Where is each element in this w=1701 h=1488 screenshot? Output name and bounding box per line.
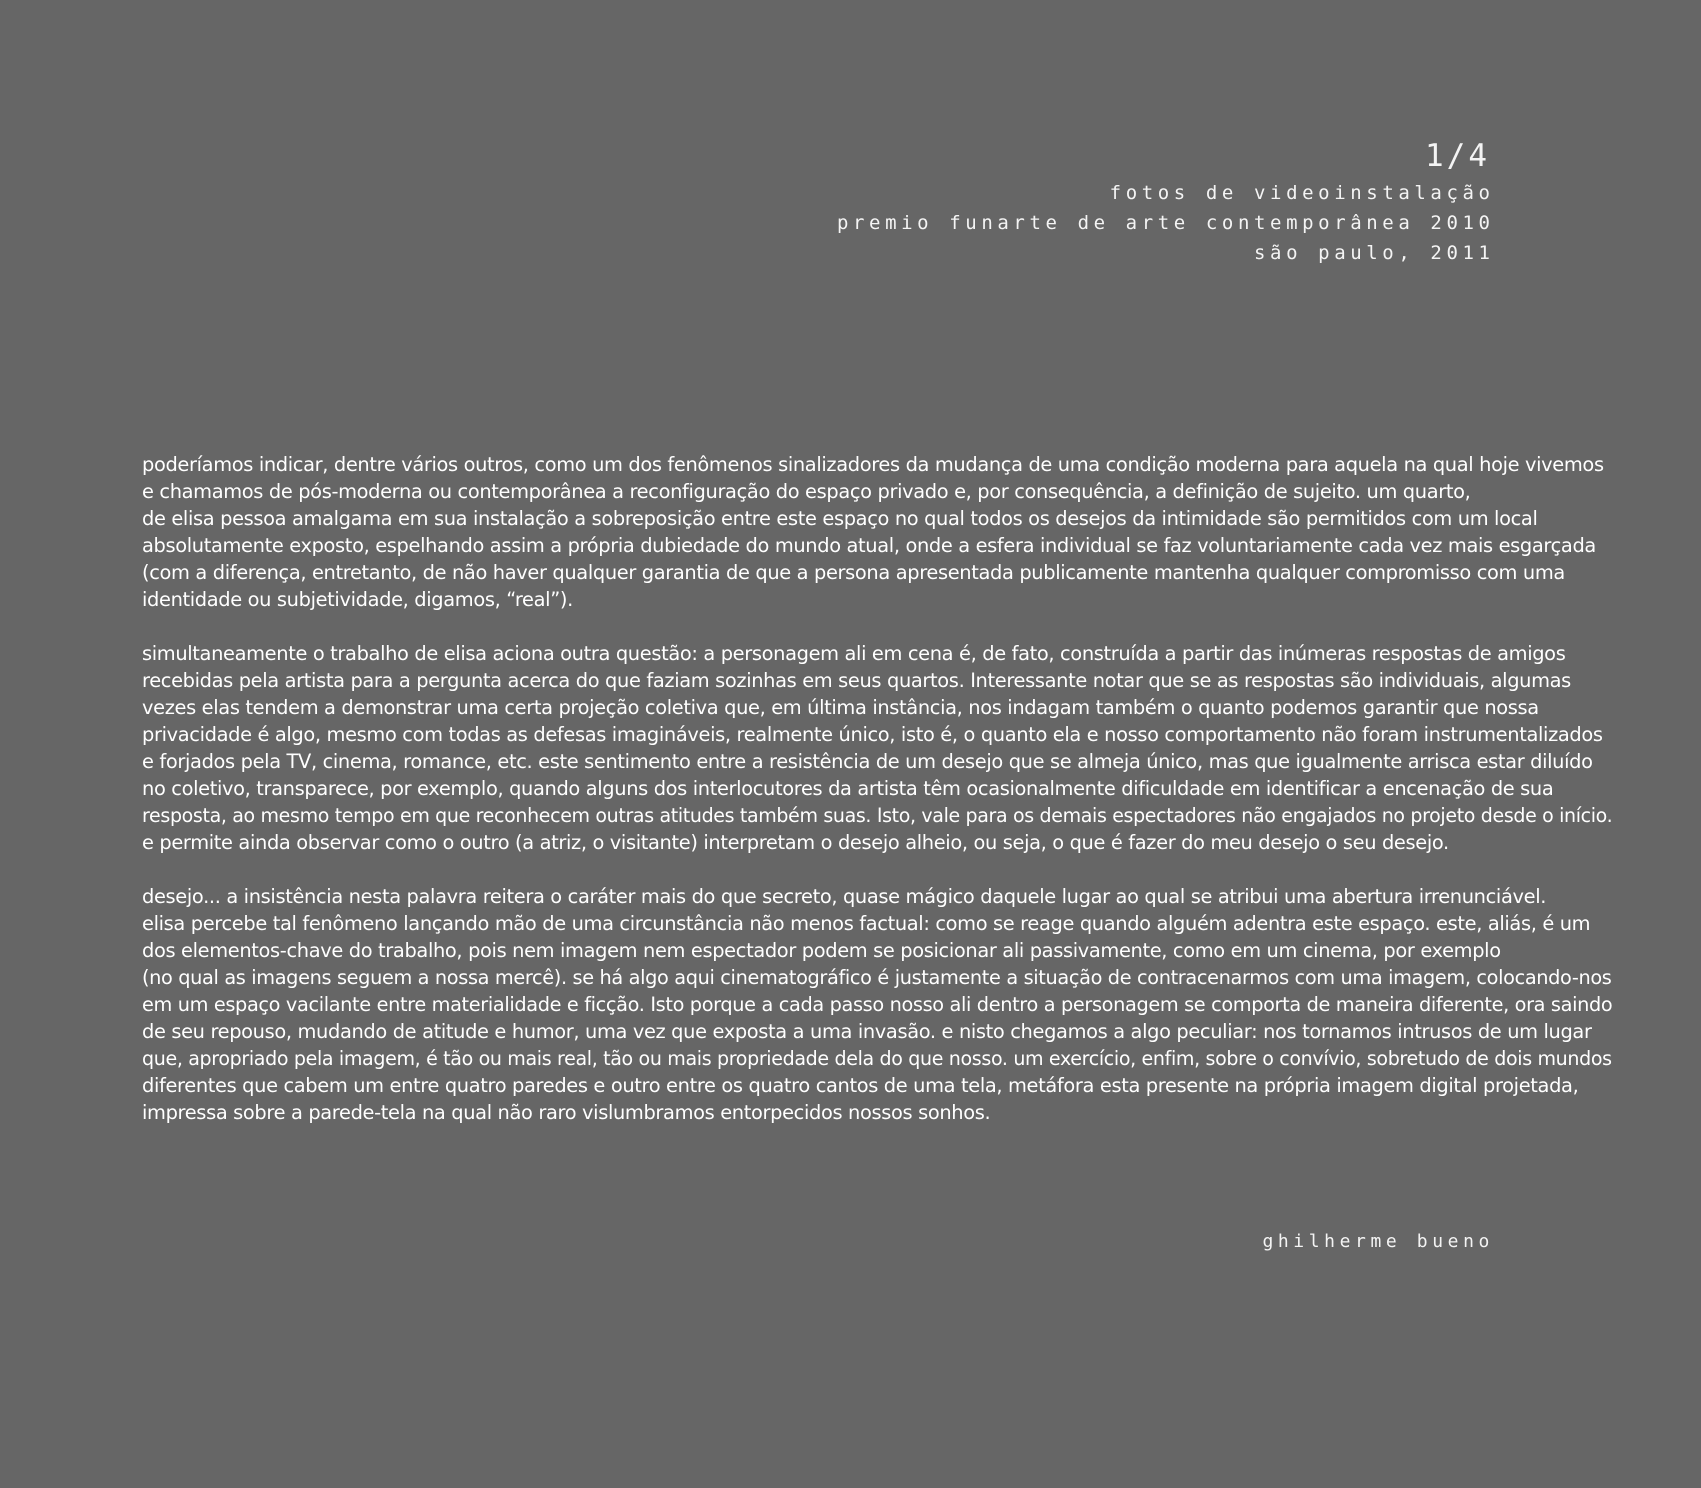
text-line: dos elementos-chave do trabalho, pois nem imagem nem espectador podem se posicionar ali passivamente, como em um cinema, por exemplo — [142, 939, 1501, 962]
text-line: simultaneamente o trabalho de elisa aciona outra questão: a personagem ali em cena é, de fato, construída a partir das inúmeras respostas de amigos — [142, 642, 1566, 665]
text-line: e permite ainda observar como o outro (a atriz, o visitante) interpretam o desejo alheio, ou seja, o que é fazer do meu desejo o seu desejo. — [142, 831, 1449, 854]
text-line: recebidas pela artista para a pergunta acerca do que faziam sozinhas em seus quartos. Interessante notar que se as respostas são individuais, algumas — [142, 669, 1571, 692]
text-line: (com a diferença, entretanto, de não haver qualquer garantia de que a persona apresentada publicamente mantenha qualquer compromisso com uma — [142, 561, 1565, 584]
text-line: elisa percebe tal fenômeno lançando mão de uma circunstância não menos factual: como se reage quando alguém adentra este espaço. este, aliás, é um — [142, 912, 1591, 935]
text-line: privacidade é algo, mesmo com todas as defesas imagináveis, realmente único, isto é, o quanto ela e nosso comportamento não foram instrumentalizados — [142, 723, 1603, 746]
text-line: diferentes que cabem um entre quatro paredes e outro entre os quatro cantos de uma tela, metáfora esta presente na própria imagem digital projetada, — [142, 1074, 1579, 1097]
author-signature: ghilherme bueno — [1262, 1231, 1494, 1252]
text-line: e chamamos de pós-moderna ou contemporânea a reconfiguração do espaço privado e, por consequência, a definição de sujeito. um quarto, — [142, 480, 1471, 503]
page-header — [836, 138, 1495, 268]
text-line: de elisa pessoa amalgama em sua instalação a sobreposição entre este espaço no qual todos os desejos da intimidade são permitidos com um local — [142, 507, 1538, 530]
text-line: em um espaço vacilante entre materialidade e ficção. Isto porque a cada passo nosso ali dentro a personagem se comporta de maneira diferente, ora saindo — [142, 993, 1613, 1016]
subtitle-line-1: fotos de videoinstalação — [1109, 182, 1495, 204]
paragraph-1 — [142, 451, 1612, 613]
text-line: poderíamos indicar, dentre vários outros, como um dos fenômenos sinalizadores da mudança de uma condição moderna para aquela na qual hoje vivemos — [142, 453, 1604, 476]
essay-body — [142, 451, 1612, 1153]
text-line: e forjados pela TV, cinema, romance, etc. este sentimento entre a resistência de um desejo que se almeja único, mas que igualmente arrisca estar diluído — [142, 750, 1593, 773]
text-line: absolutamente exposto, espelhando assim a própria dubiedade do mundo atual, onde a esfera individual se faz voluntariamente cada vez mais esgarçada — [142, 534, 1596, 557]
text-line: desejo... a insistência nesta palavra reitera o caráter mais do que secreto, quase mágico daquele lugar ao qual se atribui uma abertura irrenunciável. — [142, 885, 1547, 908]
text-line: identidade ou subjetividade, digamos, “real”). — [142, 588, 573, 611]
page-number: 1/4 — [1425, 138, 1490, 174]
subtitle-line-3: são paulo, 2011 — [1254, 242, 1495, 264]
text-line: resposta, ao mesmo tempo em que reconhecem outras atitudes também suas. Isto, vale para os demais espectadores não engajados no projeto desde o início. — [142, 804, 1613, 827]
text-line: (no qual as imagens seguem a nossa mercê). se há algo aqui cinematográfico é justamente a situação de contracenarmos com uma imagem, colocando-nos — [142, 966, 1612, 989]
text-line: de seu repouso, mudando de atitude e humor, uma vez que exposta a uma invasão. e nisto chegamos a algo peculiar: nos tornamos intrusos de um lugar — [142, 1020, 1592, 1043]
subtitle-line-2: premio funarte de arte contemporânea 2010 — [836, 212, 1495, 234]
paragraph-2 — [142, 640, 1612, 856]
text-line: impressa sobre a parede-tela na qual não raro vislumbramos entorpecidos nossos sonhos. — [142, 1101, 991, 1124]
text-line: vezes elas tendem a demonstrar uma certa projeção coletiva que, em última instância, nos indagam também o quanto podemos garantir que nossa — [142, 696, 1539, 719]
text-line: que, apropriado pela imagem, é tão ou mais real, tão ou mais propriedade dela do que nosso. um exercício, enfim, sobre o convívio, sobretudo de dois mundos — [142, 1047, 1612, 1070]
paragraph-3 — [142, 883, 1612, 1126]
text-line: no coletivo, transparece, por exemplo, quando alguns dos interlocutores da artista têm ocasionalmente dificuldade em identificar a encenação de sua — [142, 777, 1554, 800]
